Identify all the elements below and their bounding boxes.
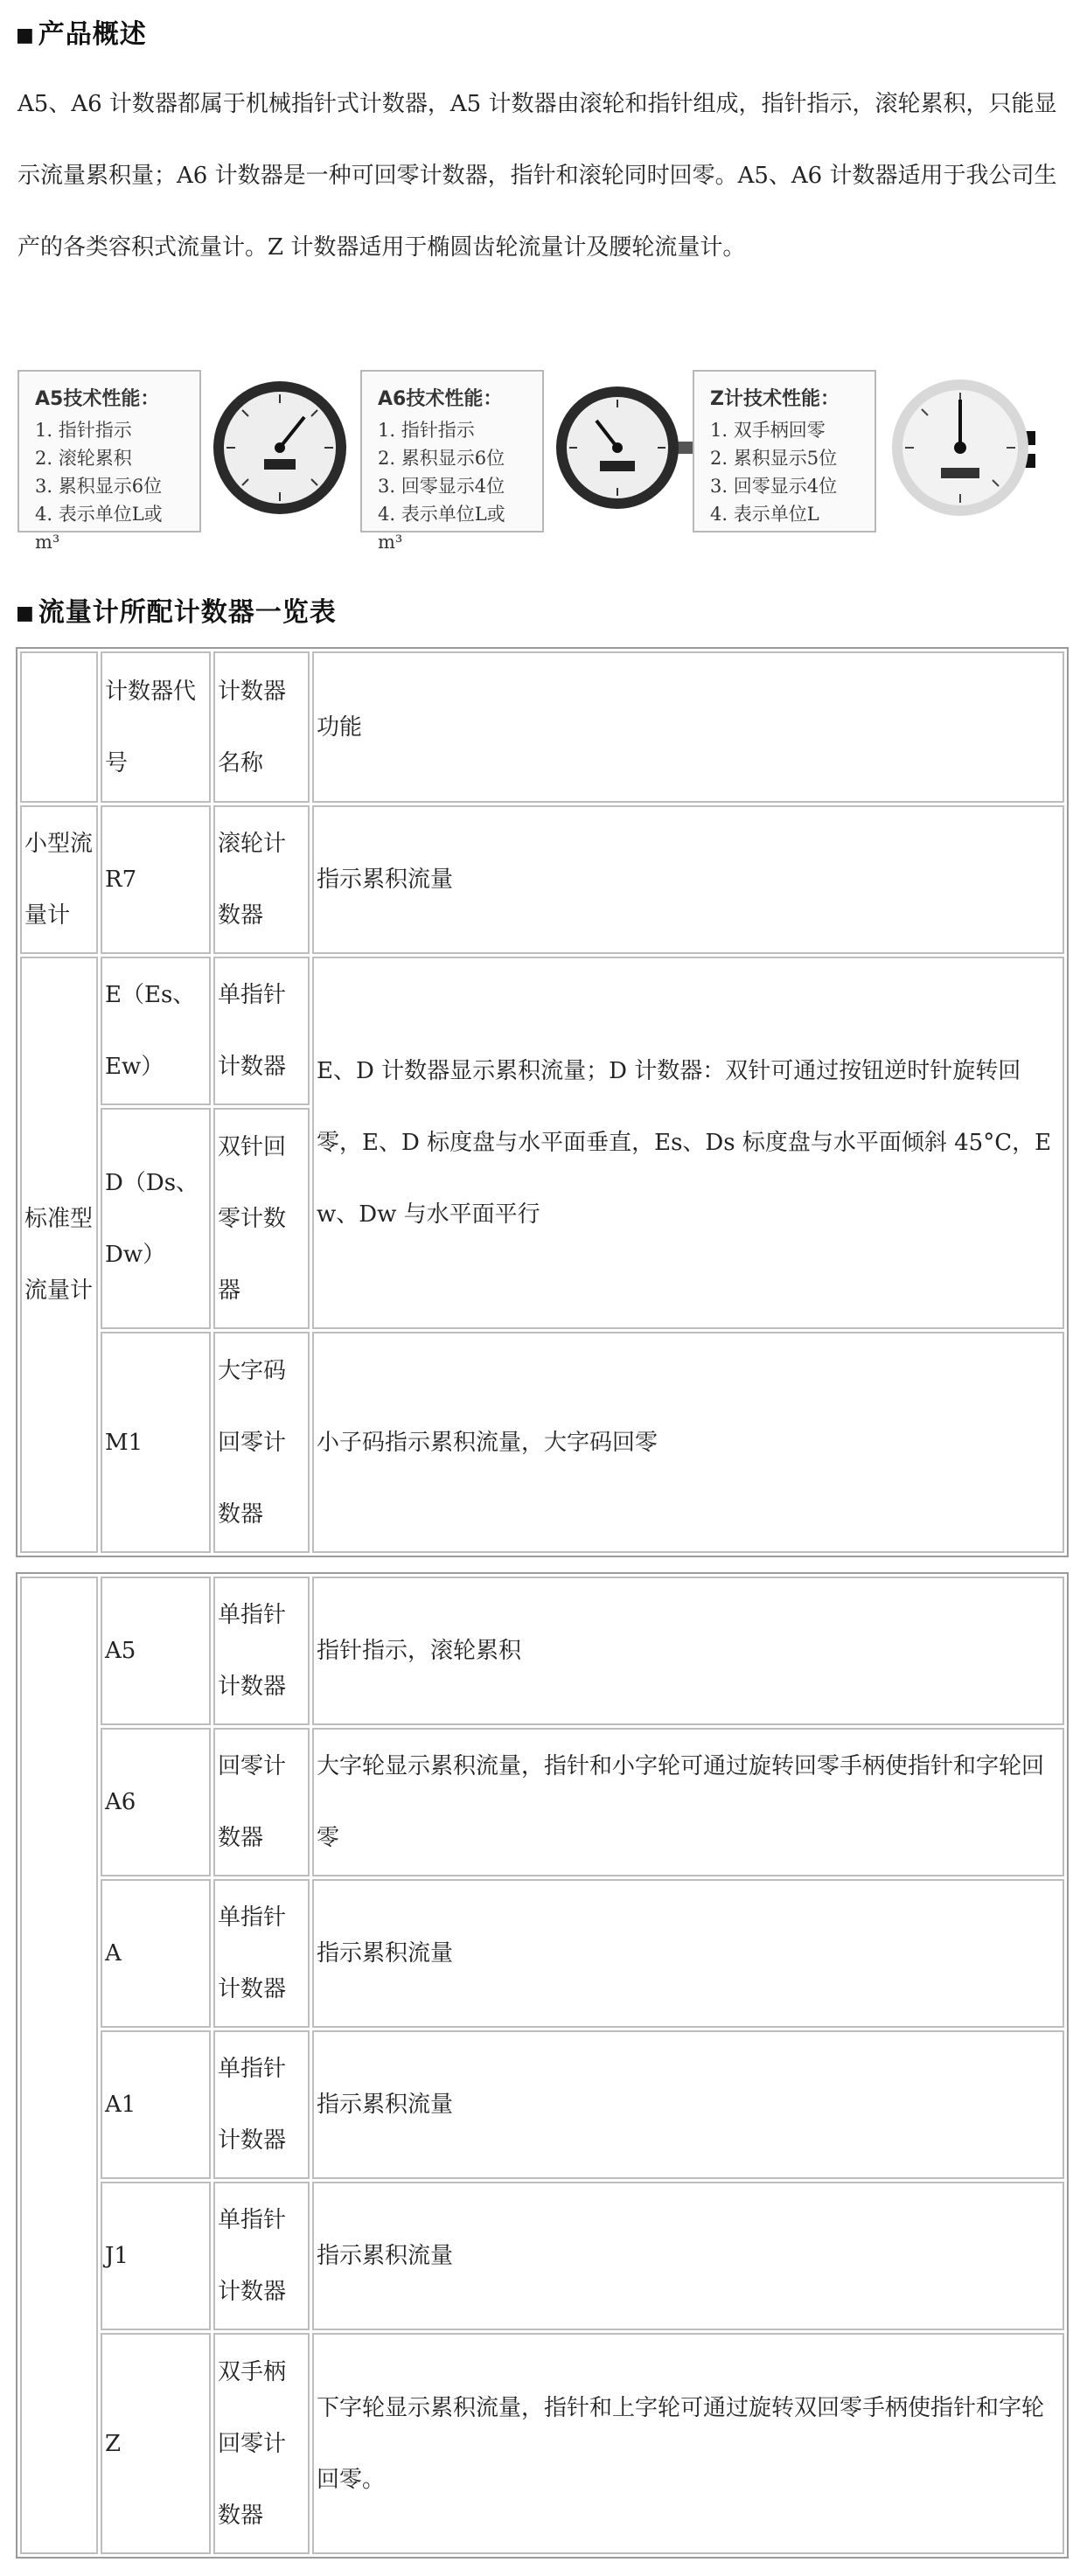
- counter-table-1: [16, 647, 1069, 1557]
- table-row: [20, 1728, 1064, 1876]
- group-cell-standard: 标准型流量计: [20, 957, 98, 1553]
- spec-item: 1. 指针指示: [378, 420, 475, 441]
- spec-card-a6: [360, 370, 544, 553]
- spec-item: 4. 表示单位L: [710, 504, 819, 525]
- func-cell: 指示累积流量: [312, 1879, 1064, 2028]
- square-bullet-icon: ■: [16, 24, 35, 46]
- overview-heading: ■ 产品概述: [16, 19, 147, 50]
- code-cell: A1: [101, 2030, 211, 2179]
- func-cell: E、D 计数器显示累积流量；D 计数器：双针可通过按钮逆时针旋转回零，E、D 标度盘与水平面垂直，Es、Ds 标度盘与水平面倾斜 45°C，Ew、Dw 与水平面平行: [312, 957, 1064, 1329]
- counter-table-2: [16, 1572, 1069, 2559]
- group-cell-small: 小型流量计: [20, 805, 98, 954]
- square-bullet-icon: ■: [16, 602, 35, 624]
- code-cell: E（Es、Ew）: [101, 957, 211, 1105]
- code-cell: M1: [101, 1332, 211, 1553]
- table-row: [20, 957, 1064, 1105]
- table-row: [20, 2333, 1064, 2554]
- func-cell: 小子码指示累积流量，大字码回零: [312, 1332, 1064, 1553]
- code-cell: A: [101, 1879, 211, 2028]
- code-cell: R7: [101, 805, 211, 954]
- header-cell: 计数器代号: [101, 651, 211, 803]
- func-cell: 下字轮显示累积流量，指针和上字轮可通过旋转双回零手柄使指针和字轮回零。: [312, 2333, 1064, 2554]
- a5-dial-icon: [208, 363, 352, 533]
- name-cell: 回零计数器: [213, 1728, 310, 1876]
- table-header-row: [20, 651, 1064, 803]
- spec-item: 3. 回零显示4位: [710, 476, 838, 497]
- func-cell: 指示累积流量: [312, 2030, 1064, 2179]
- group-cell-empty: [20, 1577, 98, 2554]
- table-row: [20, 2182, 1064, 2330]
- counter-spec-strip: [17, 363, 1063, 553]
- spec-card-title: Z计技术性能：: [710, 388, 840, 410]
- spec-item: 1. 指针指示: [35, 420, 132, 441]
- table-row: [20, 1332, 1064, 1553]
- spec-item: 4. 表示单位L或m³: [378, 504, 505, 553]
- func-cell: 大字轮显示累积流量，指针和小字轮可通过旋转回零手柄使指针和字轮回零: [312, 1728, 1064, 1876]
- table-heading: ■ 流量计所配计数器一览表: [16, 597, 337, 628]
- a6-dial-icon: [547, 363, 696, 533]
- table-row: [20, 805, 1064, 954]
- code-cell: A6: [101, 1728, 211, 1876]
- spec-item: 2. 累积显示6位: [378, 448, 505, 469]
- spec-card-title: A6技术性能：: [378, 388, 503, 410]
- func-cell: 指示累积流量: [312, 2182, 1064, 2330]
- func-cell: 指示累积流量: [312, 805, 1064, 954]
- spec-item: 1. 双手柄回零: [710, 420, 826, 441]
- spec-card-a5: [17, 370, 201, 553]
- spec-item: 2. 累积显示5位: [710, 448, 838, 469]
- overview-paragraph: A5、A6 计数器都属于机械指针式计数器，A5 计数器由滚轮和指针组成，指针指示，滚轮累积，只能显示流量累积量；A6 计数器是一种可回零计数器，指针和滚轮同时回零。A5、A6 计数器适用于我公司生产的各类容积式流量计。Z 计数器适用于椭圆齿轮流量计及腰轮流量计。: [17, 91, 1057, 261]
- table-row: [20, 1879, 1064, 2028]
- z-dial-icon: [883, 363, 1058, 533]
- code-cell: A5: [101, 1577, 211, 1725]
- code-cell: D（Ds、Dw）: [101, 1108, 211, 1329]
- spec-card-title: A5技术性能：: [35, 388, 160, 410]
- code-cell: Z: [101, 2333, 211, 2554]
- name-cell: 双手柄回零计数器: [213, 2333, 310, 2554]
- name-cell: 滚轮计数器: [213, 805, 310, 954]
- code-cell: J1: [101, 2182, 211, 2330]
- spec-item: 4. 表示单位L或m³: [35, 504, 163, 553]
- name-cell: 大字码回零计数器: [213, 1332, 310, 1553]
- table-row: [20, 2030, 1064, 2179]
- header-cell: 计数器名称: [213, 651, 310, 803]
- spec-item: 2. 滚轮累积: [35, 448, 132, 469]
- header-cell: 功能: [312, 651, 1064, 803]
- header-cell: [20, 651, 98, 803]
- func-cell: 指针指示，滚轮累积: [312, 1577, 1064, 1725]
- spec-card-z: [693, 370, 876, 533]
- name-cell: 单指针计数器: [213, 2030, 310, 2179]
- spec-item: 3. 累积显示6位: [35, 476, 163, 497]
- table-row: [20, 1577, 1064, 1725]
- name-cell: 单指针计数器: [213, 1577, 310, 1725]
- name-cell: 单指针计数器: [213, 1879, 310, 2028]
- name-cell: 单指针计数器: [213, 2182, 310, 2330]
- name-cell: 单指针计数器: [213, 957, 310, 1105]
- spec-item: 3. 回零显示4位: [378, 476, 505, 497]
- name-cell: 双针回零计数器: [213, 1108, 310, 1329]
